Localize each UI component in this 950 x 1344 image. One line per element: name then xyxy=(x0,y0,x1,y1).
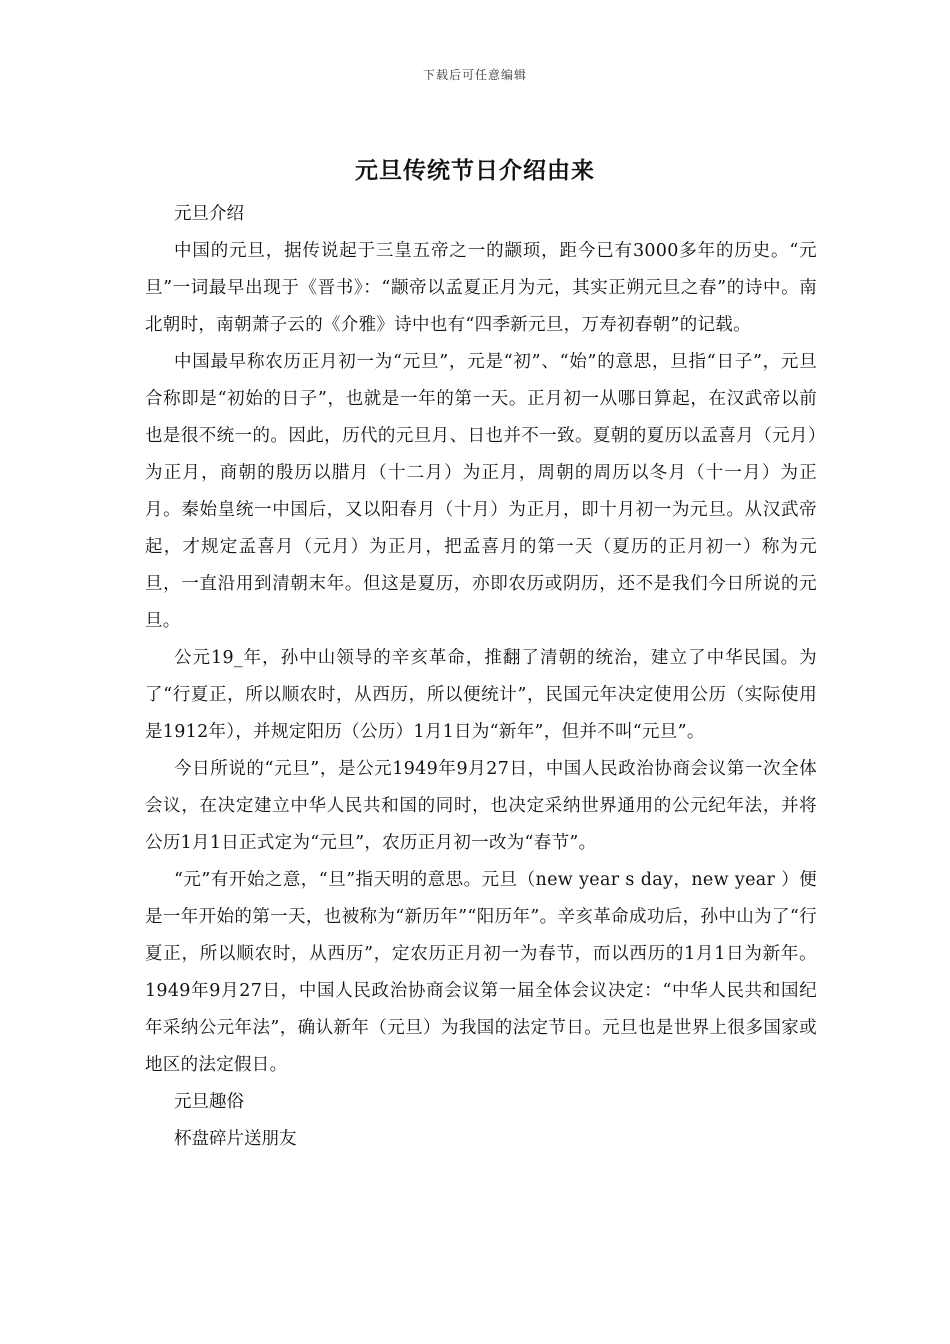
subheading-broken-dishes: 杯盘碎片送朋友 xyxy=(174,1129,297,1149)
paragraph-republic-era: 公元19_年，孙中山领导的辛亥革命，推翻了清朝的统治，建立了中华民国。为了“行夏正，所以顺农时，从西历，所以便统计”，民国元年决定使用公历（实际使用是1912年），并规定阳历（公历）1月1日为“新年”，但并不叫“元旦”。 xyxy=(145,648,817,742)
section-heading-customs: 元旦趣俗 xyxy=(174,1092,244,1112)
section-heading-intro: 元旦介绍 xyxy=(174,204,244,224)
paragraph-1949-decision: 今日所说的“元旦”，是公元1949年9月27日，中国人民政治协商会议第一次全体会议，在决定建立中华人民共和国的同时，也决定采纳世界通用的公元纪年法，并将公历1月1日正式定为“元旦”，农历正月初一改为“春节”。 xyxy=(145,759,817,853)
document-title: 元旦传统节日介绍由来 xyxy=(355,157,595,184)
paragraph-meaning: “元”有开始之意，“旦”指天明的意思。元旦（new year s day，new year ）便是一年开始的第一天，也被称为“新历年”“阳历年”。辛亥革命成功后，孙中山为了“行夏正，所以顺农时，从西历”，定农历正月初一为春节，而以西历的1月1日为新年。1949年9月27日，中国人民政治协商会议第一届全体会议决定：“中华人民共和国纪年采纳公元年法”，确认新年（元旦）为我国的法定节日。元旦也是世界上很多国家或地区的法定假日。 xyxy=(145,870,817,1075)
paragraph-origin-legend: 中国的元旦，据传说起于三皇五帝之一的颛顼，距今已有3000多年的历史。“元旦”一词最早出现于《晋书》：“颛帝以孟夏正月为元，其实正朔元旦之春”的诗中。南北朝时，南朝萧子云的《介雅》诗中也有“四季新元旦，万寿初春朝”的记载。 xyxy=(145,241,817,335)
paragraph-calendar-history: 中国最早称农历正月初一为“元旦”，元是“初”、“始”的意思，旦指“日子”，元旦合称即是“初始的日子”，也就是一年的第一天。正月初一从哪日算起，在汉武帝以前也是很不统一的。因此，历代的元旦月、日也并不一致。夏朝的夏历以孟喜月（元月）为正月，商朝的殷历以腊月（十二月）为正月，周朝的周历以冬月（十一月）为正月。秦始皇统一中国后，又以阳春月（十月）为正月，即十月初一为元旦。从汉武帝起，才规定孟喜月（元月）为正月，把孟喜月的第一天（夏历的正月初一）称为元旦，一直沿用到清朝末年。但这是夏历，亦即农历或阴历，还不是我们今日所说的元旦。 xyxy=(145,352,817,631)
page-header-note: 下载后可任意编辑 xyxy=(422,68,527,82)
document-body xyxy=(145,196,817,1158)
